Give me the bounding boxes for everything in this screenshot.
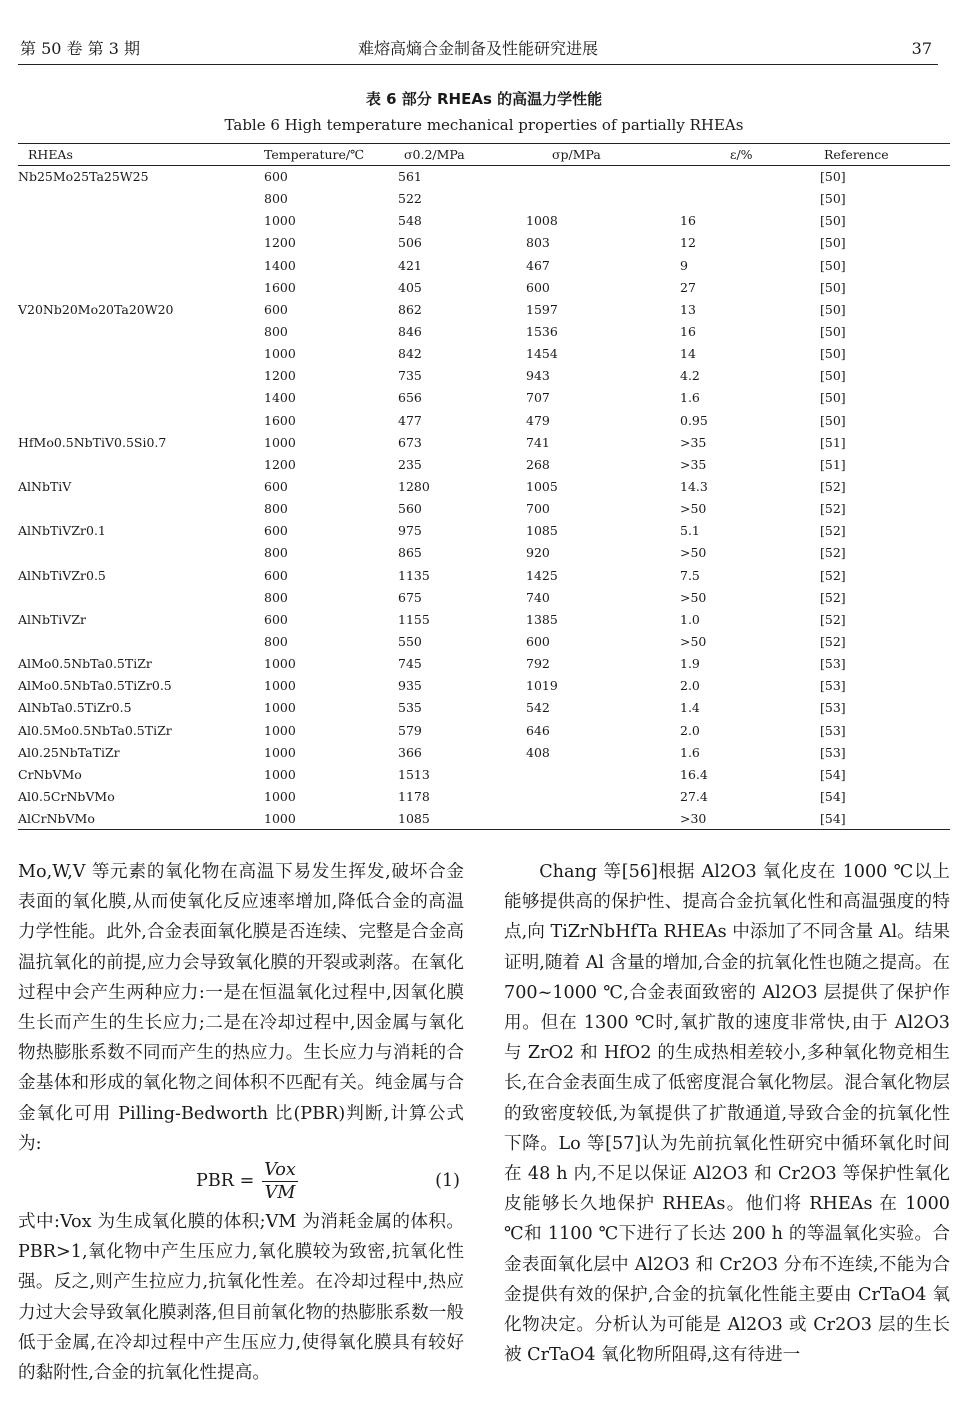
cell-yield-strength: 842 bbox=[398, 346, 422, 362]
cell-reference: [50] bbox=[820, 213, 846, 229]
cell-yield-strength: 522 bbox=[398, 191, 422, 207]
cell-temperature: 800 bbox=[264, 634, 288, 650]
cell-temperature: 600 bbox=[264, 567, 288, 583]
cell-reference: [51] bbox=[820, 434, 846, 450]
cell-peak-strength: 479 bbox=[526, 412, 550, 428]
cell-alloy: AlMo0.5NbTa0.5TiZr0.5 bbox=[18, 678, 172, 694]
cell-reference: [50] bbox=[820, 301, 846, 317]
cell-strain: 12 bbox=[680, 235, 696, 251]
cell-peak-strength: 1005 bbox=[526, 479, 558, 495]
cell-yield-strength: 560 bbox=[398, 501, 422, 517]
cell-alloy bbox=[18, 365, 264, 387]
table-caption-en: Table 6 High temperature mechanical properties of partially RHEAs bbox=[224, 116, 744, 134]
cell-alloy bbox=[18, 630, 264, 652]
cell-reference: [50] bbox=[820, 191, 846, 207]
table-row bbox=[18, 719, 950, 741]
cell-alloy bbox=[18, 320, 264, 342]
table-row bbox=[18, 653, 950, 675]
volume-issue: 第 50 卷 第 3 期 bbox=[20, 39, 140, 58]
cell-yield-strength: 235 bbox=[398, 456, 422, 472]
cell-strain: 2.0 bbox=[680, 722, 700, 738]
cell-reference: [54] bbox=[820, 766, 846, 782]
cell-temperature: 1600 bbox=[264, 412, 296, 428]
cell-reference: [52] bbox=[820, 567, 846, 583]
cell-peak-strength: 600 bbox=[526, 634, 550, 650]
cell-yield-strength: 1135 bbox=[398, 567, 430, 583]
cell-peak-strength: 707 bbox=[526, 390, 550, 406]
cell-reference: [52] bbox=[820, 634, 846, 650]
cell-yield-strength: 846 bbox=[398, 324, 422, 340]
cell-temperature: 800 bbox=[264, 545, 288, 561]
table-row bbox=[18, 475, 950, 497]
cell-peak-strength bbox=[526, 166, 680, 188]
cell-alloy bbox=[18, 343, 264, 365]
cell-reference: [50] bbox=[820, 368, 846, 384]
cell-strain: 4.2 bbox=[680, 368, 700, 384]
cell-reference: [53] bbox=[820, 722, 846, 738]
cell-yield-strength: 673 bbox=[398, 434, 422, 450]
cell-temperature: 1200 bbox=[264, 235, 296, 251]
cell-strain: 1.4 bbox=[680, 700, 700, 716]
cell-alloy: Al0.25NbTaTiZr bbox=[18, 744, 120, 760]
cell-temperature: 800 bbox=[264, 589, 288, 605]
table-row bbox=[18, 188, 950, 210]
right-paragraph: Chang 等[56]根据 Al2O3 氧化皮在 1000 ℃以上能够提供高的保护性、提高合金抗氧化性和高温强度的特点,向 TiZrNbHfTa RHEAs 中添加了不同含量 Al。结果证明,随着 Al 含量的增加,合金的抗氧化性也随之提高。在 700~1000 ℃,合金表面致密的 Al2O3 层提供了保护作用。但在 1300 ℃时,氧扩散的速度非常快,由于 Al2O3 与 ZrO2 和 HfO2 的生成热相差较小,多种氧化物竞相生长,在合金表面生成了低密度混合氧化物层。混合氧化物层的致密度较低,为氧提供了扩散通道,导致合金的抗氧化性下降。Lo 等[57]认为先前抗氧化性研究中循环氧化时间在 48 h 内,不足以保证 Al2O3 和 Cr2O3 等保护性氧化皮能够长久地保护 RHEAs。他们将 RHEAs 在 1000 ℃和 1100 ℃下进行了长达 200 h 的等温氧化实验。合金表面氧化层中 Al2O3 和 Cr2O3 分布不连续,不能为合金提供有效的保护,合金的抗氧化性能主要由 CrTaO4 氧化物决定。分析认为可能是 Al2O3 或 Cr2O3 层的生长被 CrTaO4 氧化物所阻碍,这有待进一 bbox=[504, 862, 950, 1366]
cell-strain: 5.1 bbox=[680, 523, 700, 539]
header-reference: Reference bbox=[820, 144, 950, 166]
cell-peak-strength bbox=[526, 188, 680, 210]
cell-reference: [52] bbox=[820, 501, 846, 517]
table-row bbox=[18, 453, 950, 475]
cell-temperature: 1000 bbox=[264, 722, 296, 738]
cell-yield-strength: 865 bbox=[398, 545, 422, 561]
cell-strain: >50 bbox=[680, 589, 707, 605]
cell-peak-strength: 920 bbox=[526, 545, 550, 561]
cell-strain: 0.95 bbox=[680, 412, 708, 428]
cell-alloy: AlNbTiV bbox=[18, 479, 72, 495]
table-row bbox=[18, 210, 950, 232]
cell-strain: 16 bbox=[680, 213, 696, 229]
cell-alloy: V20Nb20Mo20Ta20W20 bbox=[18, 301, 174, 317]
cell-alloy: AlNbTa0.5TiZr0.5 bbox=[18, 700, 132, 716]
table-row bbox=[18, 431, 950, 453]
cell-alloy: Nb25Mo25Ta25W25 bbox=[18, 169, 149, 185]
table-row bbox=[18, 564, 950, 586]
cell-reference: [52] bbox=[820, 589, 846, 605]
cell-yield-strength: 366 bbox=[398, 744, 422, 760]
cell-temperature: 600 bbox=[264, 523, 288, 539]
cell-peak-strength: 646 bbox=[526, 722, 550, 738]
cell-alloy bbox=[18, 387, 264, 409]
cell-temperature: 1000 bbox=[264, 808, 398, 830]
cell-yield-strength: 405 bbox=[398, 279, 422, 295]
cell-temperature: 1400 bbox=[264, 257, 296, 273]
formula-fraction bbox=[262, 1159, 298, 1204]
table-row bbox=[18, 630, 950, 652]
table-row bbox=[18, 520, 950, 542]
cell-strain: 27.4 bbox=[680, 789, 708, 804]
cell-yield-strength: 548 bbox=[398, 213, 422, 229]
cell-alloy bbox=[18, 542, 264, 564]
cell-strain: 16 bbox=[680, 324, 696, 340]
cell-yield-strength: 735 bbox=[398, 368, 422, 384]
cell-peak-strength: 542 bbox=[526, 700, 550, 716]
table-row bbox=[18, 741, 950, 763]
cell-reference: [50] bbox=[820, 169, 846, 185]
cell-reference: [50] bbox=[820, 346, 846, 362]
cell-reference: [54] bbox=[820, 789, 846, 804]
cell-temperature: 1200 bbox=[264, 368, 296, 384]
table-row bbox=[18, 763, 950, 785]
table-body bbox=[18, 166, 950, 830]
cell-alloy: AlCrNbVMo bbox=[18, 808, 264, 830]
header-peak-strength: σp/MPa bbox=[526, 144, 680, 166]
cell-alloy: HfMo0.5NbTiV0.5Si0.7 bbox=[18, 434, 167, 450]
table-row bbox=[18, 785, 950, 807]
cell-reference: [52] bbox=[820, 545, 846, 561]
cell-alloy bbox=[18, 498, 264, 520]
cell-reference: [50] bbox=[820, 324, 846, 340]
cell-alloy bbox=[18, 254, 264, 276]
cell-strain: 1.6 bbox=[680, 390, 700, 406]
cell-reference: [51] bbox=[820, 456, 846, 472]
cell-strain: 27 bbox=[680, 279, 696, 295]
cell-temperature: 1000 bbox=[264, 213, 296, 229]
cell-strain: 13 bbox=[680, 301, 696, 317]
page-number: 37 bbox=[911, 39, 932, 58]
cell-strain: >35 bbox=[680, 456, 707, 472]
cell-peak-strength: 740 bbox=[526, 589, 550, 605]
table-row bbox=[18, 166, 950, 188]
cell-yield-strength: 1280 bbox=[398, 479, 430, 495]
cell-peak-strength: 268 bbox=[526, 456, 550, 472]
cell-alloy bbox=[18, 276, 264, 298]
cell-strain: 1.6 bbox=[680, 744, 700, 760]
running-title: 难熔高熵合金制备及性能研究进展 bbox=[357, 39, 598, 58]
cell-strain: 1.9 bbox=[680, 656, 700, 672]
table-row bbox=[18, 608, 950, 630]
header-yield-strength: σ0.2/MPa bbox=[398, 144, 526, 166]
cell-reference: [50] bbox=[820, 257, 846, 273]
cell-peak-strength bbox=[526, 808, 680, 830]
cell-alloy: AlNbTiVZr0.1 bbox=[18, 523, 106, 539]
formula-numerator: Vox bbox=[262, 1159, 298, 1182]
table-row bbox=[18, 298, 950, 320]
rhea-properties-table bbox=[18, 143, 950, 830]
cell-peak-strength: 803 bbox=[526, 235, 550, 251]
cell-peak-strength: 408 bbox=[526, 744, 550, 760]
cell-temperature: 600 bbox=[264, 479, 288, 495]
cell-peak-strength: 1536 bbox=[526, 324, 558, 340]
left-paragraph-2: 式中:Vox 为生成氧化膜的体积;VM 为消耗金属的体积。PBR>1,氧化物中产生压应力,氧化膜较为致密,抗氧化性强。反之,则产生拉应力,抗氧化性差。在冷却过程中,热应力过大会导致氧化膜剥落,但目前氧化物的热膨胀系数一般低于金属,在冷却过程中产生压应力,使得氧化膜具有较好的黏附性,合金的抗氧化性提高。 bbox=[18, 1212, 464, 1384]
table-row bbox=[18, 586, 950, 608]
cell-reference: [53] bbox=[820, 678, 846, 694]
cell-temperature: 800 bbox=[264, 324, 288, 340]
cell-yield-strength: 477 bbox=[398, 412, 422, 428]
table-row bbox=[18, 697, 950, 719]
cell-peak-strength: 741 bbox=[526, 434, 550, 450]
cell-yield-strength: 1155 bbox=[398, 611, 430, 627]
cell-peak-strength: 1085 bbox=[526, 523, 558, 539]
table-row bbox=[18, 808, 950, 830]
cell-temperature: 1000 bbox=[264, 789, 296, 804]
table-header-row bbox=[18, 144, 950, 166]
cell-strain: 7.5 bbox=[680, 567, 700, 583]
cell-alloy: AlMo0.5NbTa0.5TiZr bbox=[18, 656, 152, 672]
cell-yield-strength: 745 bbox=[398, 656, 422, 672]
cell-peak-strength: 1008 bbox=[526, 213, 558, 229]
cell-temperature: 1400 bbox=[264, 390, 296, 406]
cell-strain: >50 bbox=[680, 634, 707, 650]
cell-temperature: 1000 bbox=[264, 656, 296, 672]
cell-alloy bbox=[18, 188, 264, 210]
cell-temperature: 600 bbox=[264, 301, 288, 317]
cell-alloy: Al0.5Mo0.5NbTa0.5TiZr bbox=[18, 722, 172, 738]
cell-yield-strength: 550 bbox=[398, 634, 422, 650]
formula-denominator: VM bbox=[264, 1183, 296, 1204]
cell-yield-strength: 975 bbox=[398, 523, 422, 539]
cell-yield-strength: 535 bbox=[398, 700, 422, 716]
cell-yield-strength: 675 bbox=[398, 589, 422, 605]
cell-peak-strength: 600 bbox=[526, 279, 550, 295]
cell-reference: [52] bbox=[820, 611, 846, 627]
cell-temperature: 800 bbox=[264, 501, 288, 517]
table-row bbox=[18, 409, 950, 431]
cell-temperature: 1000 bbox=[264, 766, 296, 782]
cell-peak-strength: 1454 bbox=[526, 346, 558, 362]
cell-reference: [53] bbox=[820, 700, 846, 716]
cell-strain: >35 bbox=[680, 434, 707, 450]
cell-strain: 1.0 bbox=[680, 611, 700, 627]
cell-reference: [50] bbox=[820, 235, 846, 251]
cell-reference: [53] bbox=[820, 656, 846, 672]
header-strain: ε/% bbox=[680, 144, 820, 166]
cell-yield-strength: 1513 bbox=[398, 766, 430, 782]
cell-peak-strength bbox=[526, 763, 680, 785]
cell-strain: 16.4 bbox=[680, 766, 708, 782]
cell-peak-strength: 943 bbox=[526, 368, 550, 384]
cell-peak-strength: 1597 bbox=[526, 301, 558, 317]
cell-alloy: Al0.5CrNbVMo bbox=[18, 789, 115, 804]
cell-reference: [50] bbox=[820, 390, 846, 406]
cell-temperature: 1000 bbox=[264, 434, 296, 450]
equation-number: (1) bbox=[435, 1171, 460, 1192]
cell-alloy bbox=[18, 586, 264, 608]
right-column bbox=[504, 857, 950, 1370]
cell-peak-strength: 467 bbox=[526, 257, 550, 273]
cell-reference: [50] bbox=[820, 412, 846, 428]
table-row bbox=[18, 387, 950, 409]
table-caption-cn: 表 6 部分 RHEAs 的高温力学性能 bbox=[365, 90, 603, 108]
cell-yield-strength: 656 bbox=[398, 390, 422, 406]
cell-temperature: 1200 bbox=[264, 456, 296, 472]
pbr-formula bbox=[18, 1159, 464, 1207]
cell-strain bbox=[680, 166, 820, 188]
formula-lhs: PBR = bbox=[196, 1171, 255, 1192]
cell-strain: >30 bbox=[680, 808, 820, 830]
table-row bbox=[18, 232, 950, 254]
cell-alloy bbox=[18, 409, 264, 431]
table-row bbox=[18, 254, 950, 276]
header-temperature: Temperature/℃ bbox=[264, 144, 398, 166]
cell-strain: 14.3 bbox=[680, 479, 708, 495]
cell-strain bbox=[680, 188, 820, 210]
cell-temperature: 1600 bbox=[264, 279, 296, 295]
cell-temperature: 1000 bbox=[264, 700, 296, 716]
cell-alloy: AlNbTiVZr bbox=[18, 611, 86, 627]
table-row bbox=[18, 498, 950, 520]
cell-strain: 9 bbox=[680, 257, 688, 273]
cell-yield-strength: 935 bbox=[398, 678, 422, 694]
cell-yield-strength: 862 bbox=[398, 301, 422, 317]
cell-strain: >50 bbox=[680, 545, 707, 561]
left-column bbox=[18, 857, 464, 1388]
cell-yield-strength: 561 bbox=[398, 169, 422, 185]
cell-reference: [53] bbox=[820, 744, 846, 760]
cell-yield-strength: 421 bbox=[398, 257, 422, 273]
cell-yield-strength: 1178 bbox=[398, 789, 430, 804]
cell-reference: [52] bbox=[820, 523, 846, 539]
table-6 bbox=[18, 143, 950, 830]
cell-temperature: 600 bbox=[264, 169, 288, 185]
table-row bbox=[18, 675, 950, 697]
cell-temperature: 600 bbox=[264, 611, 288, 627]
table-row bbox=[18, 343, 950, 365]
cell-peak-strength: 700 bbox=[526, 501, 550, 517]
cell-strain: >50 bbox=[680, 501, 707, 517]
table-row bbox=[18, 276, 950, 298]
cell-reference: [50] bbox=[820, 279, 846, 295]
cell-temperature: 1000 bbox=[264, 744, 296, 760]
table-row bbox=[18, 365, 950, 387]
cell-reference: [54] bbox=[820, 808, 950, 830]
cell-yield-strength: 579 bbox=[398, 722, 422, 738]
header-rheas: RHEAs bbox=[18, 144, 264, 166]
running-header bbox=[18, 34, 938, 65]
cell-yield-strength: 1085 bbox=[398, 808, 526, 830]
table-row bbox=[18, 320, 950, 342]
cell-peak-strength: 792 bbox=[526, 656, 550, 672]
cell-temperature: 800 bbox=[264, 191, 288, 207]
cell-strain: 14 bbox=[680, 346, 696, 362]
left-paragraph-1: Mo,W,V 等元素的氧化物在高温下易发生挥发,破坏合金表面的氧化膜,从而使氧化反应速率增加,降低合金的高温力学性能。此外,合金表面氧化膜是否连续、完整是合金高温抗氧化的前提,应力会导致氧化膜的开裂或剥落。在氧化过程中会产生两种应力:一是在恒温氧化过程中,因氧化膜生长而产生的生长应力;二是在冷却过程中,因金属与氧化物热膨胀系数不同而产生的热应力。生长应力与消耗的合金基体和形成的氧化物之间体积不匹配有关。纯金属与合金氧化可用 Pilling-Bedworth 比(PBR)判断,计算公式为: bbox=[18, 862, 464, 1154]
cell-peak-strength: 1425 bbox=[526, 567, 558, 583]
cell-peak-strength: 1019 bbox=[526, 678, 558, 694]
cell-yield-strength: 506 bbox=[398, 235, 422, 251]
cell-alloy bbox=[18, 453, 264, 475]
cell-reference: [52] bbox=[820, 479, 846, 495]
cell-alloy bbox=[18, 232, 264, 254]
cell-alloy: CrNbVMo bbox=[18, 766, 82, 782]
cell-alloy bbox=[18, 210, 264, 232]
cell-peak-strength bbox=[526, 785, 680, 807]
cell-strain: 2.0 bbox=[680, 678, 700, 694]
cell-peak-strength: 1385 bbox=[526, 611, 558, 627]
table-row bbox=[18, 542, 950, 564]
cell-alloy: AlNbTiVZr0.5 bbox=[18, 567, 106, 583]
cell-temperature: 1000 bbox=[264, 346, 296, 362]
cell-temperature: 1000 bbox=[264, 678, 296, 694]
